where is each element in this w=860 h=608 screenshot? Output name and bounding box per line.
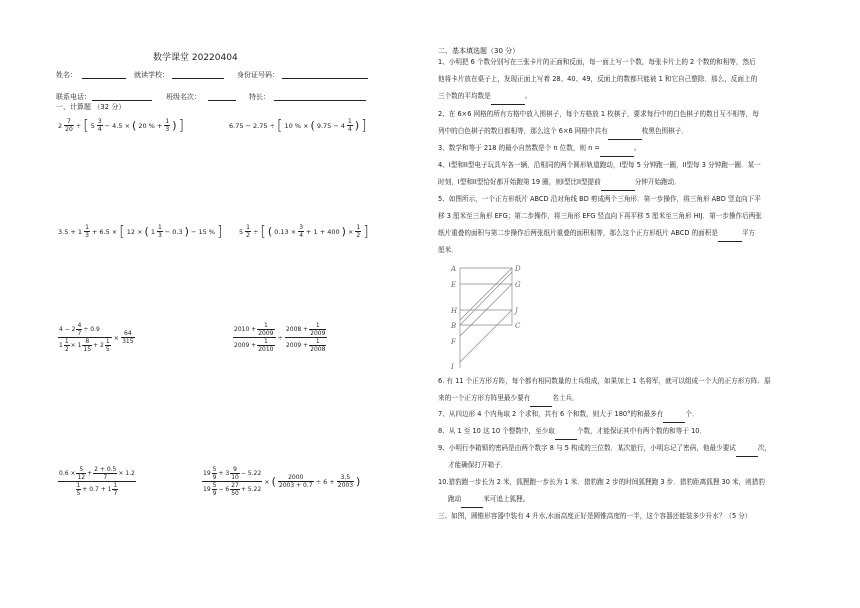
- answer-blank-4[interactable]: [601, 182, 635, 191]
- expression-1: 2 $\frac{7}{20}$ ÷ [ 5 $\frac{3}{4}$ − 4.5 × ( 20 % + $\frac{1}{3}$ ) ]: [58, 117, 184, 134]
- rank-label: 班级名次：: [166, 93, 201, 101]
- label-A: A: [451, 265, 457, 273]
- school-label: 就读学校：: [134, 71, 169, 79]
- answer-blank-10[interactable]: [461, 499, 483, 508]
- answer-blank-8[interactable]: [555, 431, 577, 440]
- answer-blank-3[interactable]: [600, 148, 634, 157]
- label-D: D: [515, 265, 521, 273]
- school-field[interactable]: [172, 70, 224, 79]
- section-2-title: 二、基本填选题（30 分）: [438, 47, 520, 55]
- expression-8: 19 $\frac{5}{9}$ + 3 $\frac{9}{10}$ − 5.22 19 $\frac{5}{9}$ − 6 $\frac{27}{50}$ + 5.22 × ( $\frac{2000}{2003 + 0.7}$ ÷ 6 + $\frac{3.5}{2003}$ ): [203, 466, 361, 497]
- label-C: C: [515, 322, 521, 330]
- label-E: E: [451, 281, 457, 289]
- figure-lines: [460, 268, 512, 368]
- question-9: 9、小明行李箱锁的密码是由两个数字 8 与 5 构成的三位数．某次旅行，小明忘记了密码，他最少要试 次， 才能确保打开箱子．: [438, 444, 772, 469]
- question-1: 1、小明把 6 个数分别写在三张卡片的正面和反面，每一面上写一个数，每张卡片上的 2 个数的和相等，然后 他将卡片放在桌子上，发现正面上写着 28、40、49，反面上的数都只能被 1 和它自己整除．那么，反面上的 三个数的平均数是 。: [438, 54, 757, 105]
- label-I: I: [451, 363, 454, 371]
- question-3: 3、数学和等于 218 的最小自然数是个 n 位数，则 n = 。: [438, 140, 641, 157]
- section-3-title: 三、如图，圆锥形容器中装有 4 升水,水面高度正好是圆锥高度的一半，这个容器还能装多少升水？（5 分）: [438, 512, 752, 520]
- label-G: G: [515, 281, 521, 289]
- name-label: 姓名：: [56, 71, 77, 79]
- square-translation-figure: [448, 262, 528, 372]
- label-J: J: [515, 307, 518, 315]
- section-1-title: 一、计算题 （32 分）: [56, 103, 126, 111]
- expression-5: 4 − 2 $\frac{4}{7}$ ÷ 0.9 1 $\frac{1}{2}$ × 1 $\frac{8}{15}$ + 2 $\frac{1}{5}$ × $\frac{64}{315}$: [59, 322, 134, 353]
- question-10: 10.猎豹跑一步长为 2 米，狐狸跑一步长为 1 米．猎豹跑 2 步的时间狐狸跑 3 步．猎豹距离狐狸 30 米，则猎豹 跑动 米可追上狐狸。: [438, 474, 765, 508]
- answer-blank-7[interactable]: [663, 414, 685, 423]
- expression-3: 3.5 + 1 $\frac{1}{3}$ + 6.5 × [ 12 × ( 1 $\frac{1}{3}$ − 0.3 ) − 15 % ]: [58, 223, 223, 240]
- expression-4: 5 $\frac{1}{2}$ ÷ [ ( 0.13 × $\frac{3}{4}$ + 1 + 400 ) × $\frac{1}{2}$ ]: [239, 223, 369, 240]
- question-2: 2、在 6×6 网格的所有方格中放入围棋子，每个方格放 1 枚棋子，要求每行中的白色棋子的数目互不相等，每 列中的白色棋子的数目都相等，那么这个 6×6 网格中共有 枚黑色围棋子．: [438, 106, 759, 140]
- specialty-field[interactable]: [274, 92, 366, 101]
- id-field[interactable]: [282, 70, 368, 79]
- expression-7: 0.6 × $\frac{5}{12}$ + $\frac{2 + 0.5}{7}$ × 1.2 $\frac{1}{5}$ + 0.7 + 1 $\frac{1}{7}$: [59, 466, 135, 497]
- label-F: F: [451, 338, 456, 346]
- label-B: B: [451, 322, 457, 330]
- phone-field[interactable]: [92, 92, 152, 101]
- specialty-label: 特长：: [249, 93, 270, 101]
- rank-field[interactable]: [208, 92, 236, 101]
- question-7: 7、从四边形 4 个内角取 2 个求和，共有 6 个和数，则大于 180°的和最多有 个．: [438, 406, 699, 423]
- answer-blank-1[interactable]: [491, 96, 525, 105]
- answer-blank-2[interactable]: [608, 131, 642, 140]
- question-8: 8、从 1 至 10 这 10 个整数中，至少取 个数，才能保证其中有两个数的和等于 10．: [438, 423, 706, 440]
- question-4: 4、I型和II型电子玩具车各一辆，沿相同的两个圆形轨道跑动，I型每 5 分钟跑一圈，II型每 3 分钟跑一圈．某一 时刻，I型和II型恰好都开始跑第 19 圈，则I型比II型提前 分钟开始跑动．: [438, 157, 761, 191]
- label-H: H: [451, 307, 458, 315]
- question-6: 6. 有 11 个正方形方阵，每个都有相同数量的士兵组成，如果加上 1 名将军，就可以组成一个大的正方形方阵．原 来的一个正方形方阵里最少要有 名士兵．: [438, 373, 771, 407]
- answer-blank-9[interactable]: [736, 448, 758, 457]
- id-label: 身份证号码：: [237, 71, 279, 79]
- question-5: 5、如图所示，一个正方形纸片 ABCD 沿对角线 BD 剪成两个三角形．第一步操作，将三角形 ABD 竖直向下平 移 3 厘米至三角形 EFG；第二步操作，将三角形 EFG 竖直向下再平移 5 厘米至三角形 HIJ．第一步操作后两张 纸片重叠的面积与第二步操作后两张纸片重叠的面积相等，那么这个正方形纸片 ABCD 的面积是 平方 厘米．: [438, 195, 762, 254]
- answer-blank-5[interactable]: [718, 233, 742, 242]
- page-title: 数学课堂 20220404: [153, 53, 238, 63]
- expression-2: 6.75 − 2.75 ÷ [ 10 % × ( 9.75 − 4 $\frac{1}{4}$ ) ]: [229, 117, 367, 134]
- phone-label: 联系电话：: [56, 93, 91, 101]
- expression-6: 2010 + $\frac{1}{2009}$ 2009 + $\frac{1}{2010}$ ÷ 2008 + $\frac{1}{2009}$ 2009 + $\frac{1}{2008}$: [234, 322, 326, 353]
- name-field[interactable]: [82, 70, 126, 79]
